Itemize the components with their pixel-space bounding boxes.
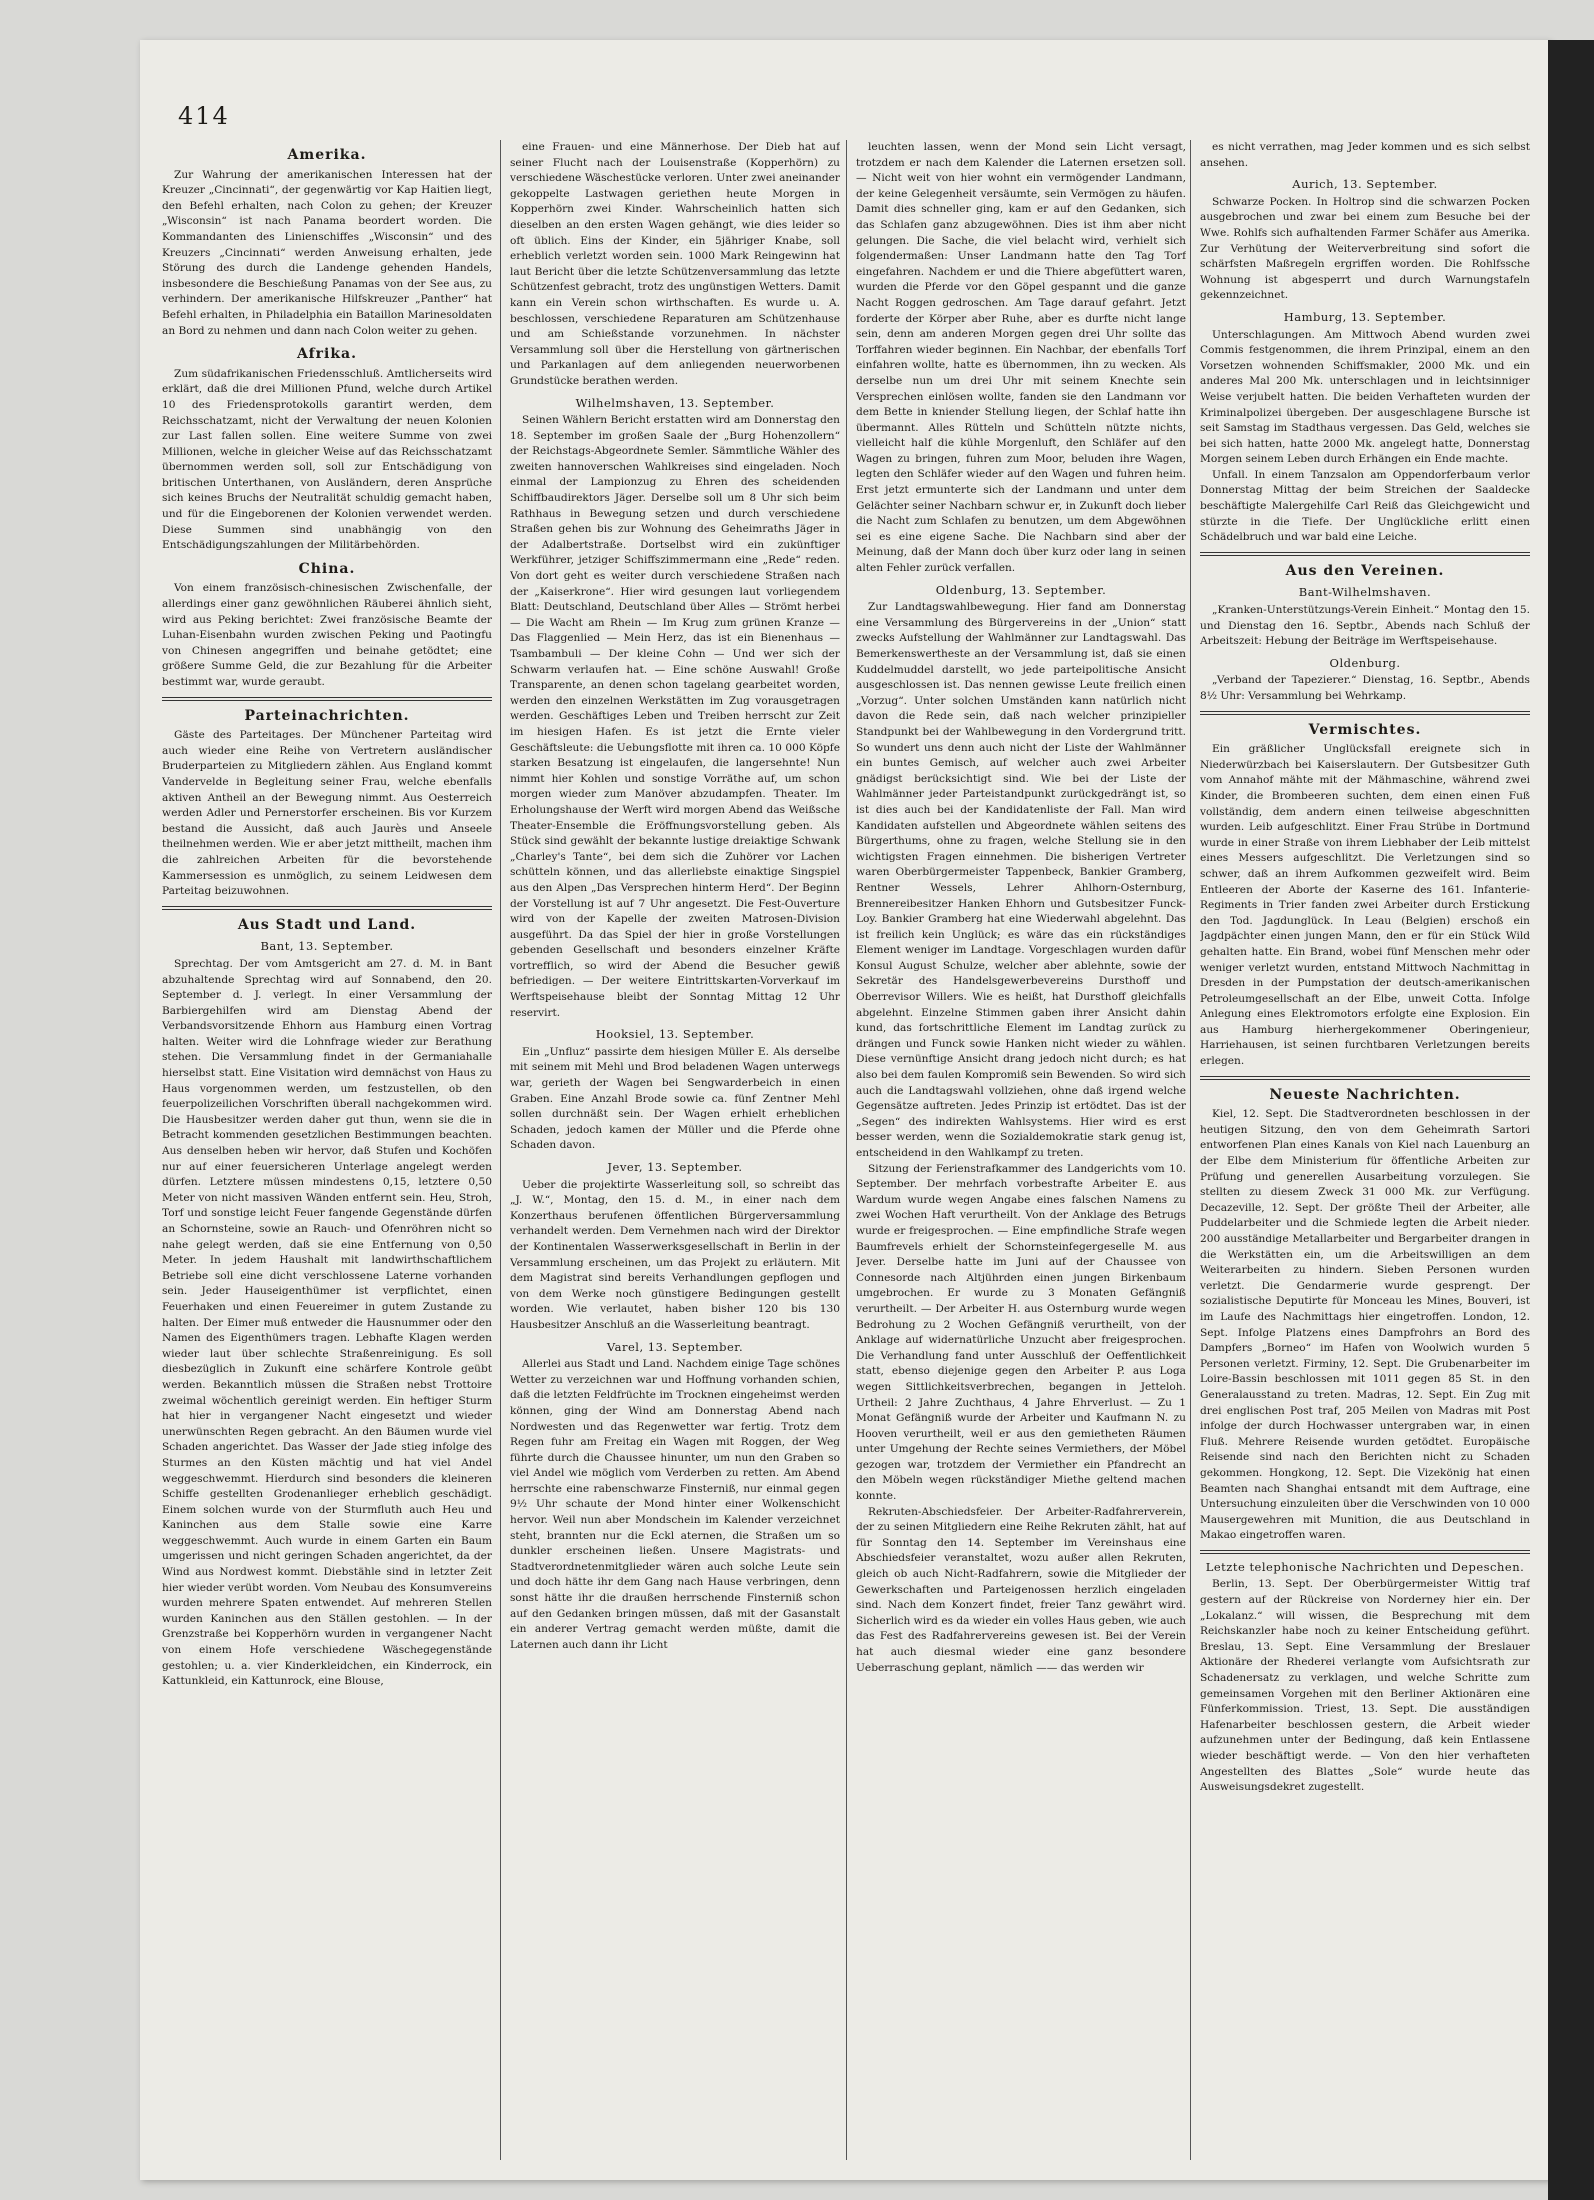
section-heading-stadt: Aus Stadt und Land.: [237, 916, 417, 933]
dateline: Jever, 13. September.: [607, 1160, 743, 1174]
dateline: Hooksiel, 13. September.: [595, 1027, 755, 1042]
article-text: eine Frauen- und eine Männerhose. Der Dieb hat auf seiner Flucht nach der Louisenstraße (Kopperhörn) zu verschiedene Wäschestücke verloren. Unter zwei aneinander gekoppelte Lastwagen geriethen heute Morgen in Kopperhörn zwei Kinder. Wahrscheinlich hatten sich dieselben an den ersten Wagen gehängt, wie dies leider so oft üblich. Eins der Kinder, ein 5jähriger Knabe, soll erheblich verletzt worden sein. 1000 Mark Reingewinn hat laut Bericht über die letzte Schützenversammlung das letzte Schützenfest gebracht, trotz des ungünstigen Wetters. Damit kann ein Verein schon wirthschaften. Es wurde u. A. beschlossen, verschiedene Reparaturen am Schützenhause und am Schießstande vorzunehmen. In nächster Versammlung soll über die Herstellung von gärtnerischen und Parkanlagen auf dem anliegenden neuerworbenen Grundstücke berathen werden.: [510, 141, 840, 387]
article-text: Sitzung der Ferienstrafkammer des Landgerichts vom 10. September. Der mehrfach vorbestrafte Arbeiter E. aus Wardum wurde wegen Angabe eines falschen Namens zu zwei Wochen Haft verurtheilt. Von der Anklage des Betrugs wurde er freigesprochen. — Eine empfindliche Strafe wegen Baumfrevels erhielt der Schornsteinfegergeselle M. aus Jever. Derselbe hatte im Juni auf der Chaussee von Connesorde nach Altjührden einen jungen Birkenbaum umgebrochen. Er wurde zu 3 Monaten Gefängniß verurtheilt. — Der Arbeiter H. aus Osternburg wurde wegen Bedrohung zu 2 Wochen Gefängniß verurtheilt, von der Anklage auf widernatürliche Unzucht aber freigesprochen. Die Verhandlung fand unter Ausschluß der Oeffentlichkeit statt, ebenso diejenige gegen den Arbeiter P. aus Loga wegen Sittlichkeitsverbrechen, begangen in Jetteloh. Urtheil: 2 Jahre Zuchthaus, 4 Jahre Ehrverlust. — Zu 1 Monat Gefängniß wurde der Arbeiter und Kaufmann N. zu Hooven verurtheilt, weil er aus den gemietheten Räumen unter Umgehung der Rechte seines Vermiethers, der Möbel gezogen war, trotzdem der Vermiether ein Pfandrecht an den Möbeln wegen rückständiger Miethe geltend machen konnte.: [856, 1162, 1186, 1503]
dateline: Oldenburg.: [1329, 655, 1401, 670]
section-heading-neueste: Neueste Nachrichten.: [1269, 1086, 1461, 1103]
dateline: Hamburg, 13. September.: [1283, 309, 1447, 324]
section-divider: [1200, 552, 1530, 556]
article-text: Unfall. In einem Tanzsalon am Oppendorferbaum verlor Donnerstag Mittag der beim Streichen der Saaldecke beschäftigte Malergehilfe Carl Reiß das Gleichgewicht und stürzte in die Tiefe. Der Unglückliche erlitt einen Schädelbruch und war bald eine Leiche.: [1200, 468, 1530, 544]
section-heading-vereine: Aus den Vereinen.: [1285, 562, 1445, 579]
article-text: Zur Wahrung der amerikanischen Interessen hat der Kreuzer „Cincinnati“, der gegenwärtig vor Kap Haitien liegt, den Befehl erhalten, nach Colon zu gehen; der Kreuzer „Wisconsin“ ist nach Panama beordert worden. Die Kommandanten des Linienschiffes „Wisconsin“ und des Kreuzers „Cincinnati“ werden Anweisung erhalten, jede Störung des durch die Landenge gehenden Handels, insbesondere die Beschießung Panamas von der See aus, zu verhindern. Der amerikanische Hilfskreuzer „Panther“ hat Befehl erhalten, in Philadelphia ein Bataillon Marinesoldaten an Bord zu nehmen und dann nach Colon weiter zu gehen.: [162, 168, 492, 337]
column-4: [1200, 140, 1530, 2160]
article-text: leuchten lassen, wenn der Mond sein Licht versagt, trotzdem er nach dem Kalender die Laternen ersetzen soll. — Nicht weit von hier wohnt ein vermögender Landmann, der keine Gelegenheit versäumte, sein Vermögen zu häufen. Damit dies schneller ging, kam er auf den Gedanken, sich das Schlafen ganz abzugewöhnen. Dies ist ihm aber nicht gelungen. Die Sache, die viel belacht wird, verhielt sich folgendermaßen: Unser Landmann hatte den Tag Torf eingefahren. Nachdem er und die Thiere abgefüttert waren, wurden die Pferde vor den Göpel gespannt und die ganze Nacht Roggen gedroschen. Am Tage darauf gefahrt. Jetzt forderte der Körper aber Ruhe, aber es durfte nicht lange sein, denn am anderen Morgen gegen drei Uhr sollte das Torffahren wieder beginnen. Ein Nachbar, der ebenfalls Torf einfahren wollte, hatte es übernommen, ihn zu wecken. Als derselbe nun um drei Uhr mit seinem Knechte sein Versprechen einlösen wollte, fanden sie den Landmann vor dem Bette in kniender Stellung liegen, der Schlaf hatte ihn übermannt. Alles Rütteln und Schütteln nützte nichts, vielleicht half die kühle Morgenluft, den Schläfer auf den Wagen zu bringen, fuhren zum Moor, beluden ihre Wagen, legten den Schläfer wieder auf den Wagen und fuhren heim. Erst jetzt ermunterte sich der Landmann und unter dem Gelächter seiner Nachbarn schwur er, in Zukunft doch lieber die Nacht zum Schlafen zu benutzen, um dem Abgewöhnen sei es eine eigene Sache. Die Nachbarn sind aber der Meinung, daß der Mann doch über kurz oder lang in seinen alten Fehler zurück verfallen.: [856, 141, 1186, 575]
column-rule: [846, 140, 847, 2160]
article-text: „Verband der Tapezierer.“ Dienstag, 16. Septbr., Abends 8½ Uhr: Versammlung bei Wehrkamp.: [1200, 674, 1530, 702]
article-text: Rekruten-Abschiedsfeier. Der Arbeiter-Radfahrerverein, der zu seinen Mitgliedern eine Reihe Rekruten zählt, hat auf für Sonntag den 14. September im Vereinshaus eine Abschiedsfeier veranstaltet, wozu außer allen Rekruten, gleich ob auch Nicht-Radfahrern, sowie die Mitglieder der Gewerkschaften und Parteigenossen herzlich eingeladen sind. Nach dem Konzert findet, freier Tanz gewährt wird. Sicherlich wird es da wieder ein volles Haus geben, wie auch das Fest des Radfahrervereins gewesen ist. Bei der Verein hat auch diesmal wieder eine ganz besondere Ueberraschung geplant, nämlich —— das werden wir: [856, 1505, 1186, 1674]
dateline: Bant-Wilhelmshaven.: [1298, 585, 1432, 600]
article-text: Allerlei aus Stadt und Land. Nachdem einige Tage schönes Wetter zu verzeichnen war und Hoffnung vorhanden schien, daß die letzten Feldfrüchte im Trocknen eingeheimst werden können, ging der Wind am Donnerstag Abend nach Nordwesten und das Regenwetter war fertig. Trotz dem Regen fuhr am Freitag ein Wagen mit Roggen, der Weg führte durch die Chaussee hinunter, um nun den Graben so viel Andel wie möglich vom Verderben zu retten. Am Abend herrschte eine rabenschwarze Finsterniß, nur einmal gegen 9½ Uhr schaute der Mond hinter einer Wolkenschicht hervor. Weil nun aber Mondschein im Kalender verzeichnet steht, brannten nur die Eckl aternen, die Straßen um so dunkler erscheinen ließen. Unsere Magistrats- und Stadtverordnetenmitglieder wären auch solche Leute sein und doch hätte ihr dem Gang nach Hause verbringen, denn sonst hätte ihr die draußen herrschende Finsterniß schon auf den Gedanken bringen müssen, daß mit der Gasanstalt ein anderer Vertrag gemacht werden müßte, damit die Laternen auch dann ihr Licht: [510, 1358, 840, 1651]
article-text: Von einem französisch-chinesischen Zwischenfalle, der allerdings einer ganz gewöhnlichen Räuberei ähnlich sieht, wird aus Peking berichtet: Zwei französische Beamte der Luhan-Eisenbahn wurden zwischen Peking und Paotingfu von Chinesen angegriffen und beinahe getödtet; eine größere Summe Geld, die zur Bezahlung für die Arbeiter bestimmt war, wurde geraubt.: [162, 582, 492, 688]
article-text: Zur Landtagswahlbewegung. Hier fand am Donnerstag eine Versammlung des Bürgervereins in der „Union“ statt zwecks Aufstellung der Wahlmänner zur Landtagswahl. Das Bemerkenswertheste an der Versammlung ist, daß sie einen Kuddelmuddel darstellt, wo jede parteipolitische Ansicht ausgeschlossen ist. Das nennen gewisse Leute freilich einen „Vorzug“. Unter solchen Umständen kann natürlich nicht davon die Rede sein, daß nach welcher prinzipieller Standpunkt bei der Wahlbewegung in den Vordergrund tritt. So wundert uns denn auch nicht der Liste der Wahlmänner ein buntes Gemisch, auf welcher auch zwei Arbeiter gnädigst berücksichtigt sind. Wie bei der Liste der Wahlmänner jeder Parteistandpunkt zurückgedrängt ist, so ist dies auch bei der Kandidatenliste der Fall. Man wird Kandidaten aufstellen und Abgeordnete wählen seitens des Bürgerthums, ohne zu fragen, welche Stellung sie in den wichtigsten Fragen einnehmen. Die bisherigen Vertreter waren Oberbürgermeister Tappenbeck, Bankier Gramberg, Rentner Wessels, Lehrer Ahlhorn-Osternburg, Brennereibesitzer Hanken Ehhorn und Gutsbesitzer Funck-Loy. Bankier Gramberg hat eine Wiederwahl abgelehnt. Das ist freilich kein Unglück; es wäre das ein rückständiges Element weniger im Landtage. Vorgeschlagen wurden dafür Konsul August Schulze, welcher aber ablehnte, sowie der Sekretär des Handelsgewerbevereins Dursthoff und Oberrevisor Willers. Wie es heißt, hat Dursthoff gleichfalls abgelehnt. Einzelne Stimmen gaben ihrer Ansicht dahin kund, das fortschrittliche Element im Landtag zurück zu drängen und Funck sowie Hanken nicht wieder zu wählen. Diese vernünftige Ansicht drang jedoch nicht durch; es hat also bei dem faulen Kompromiß sein Bewenden. So wird sich auch die Landtagswahl vollziehen, ohne daß irgend welche Gegensätze auftreten. Jedes Prinzip ist ertödtet. Das ist der „Segen“ des indirekten Wahlsystems. Hier wird es erst besser werden, wenn die Sozialdemokratie stark genug ist, entscheidend in den Wahlkampf zu treten.: [856, 601, 1186, 1159]
section-heading-vermischtes: Vermischtes.: [1308, 721, 1422, 738]
article-text: Ueber die projektirte Wasserleitung soll, so schreibt das „J. W.“, Montag, den 15. d. M., in einer nach dem Konzerthaus berufenen öffentlichen Bürgerversammlung verhandelt werden. Dem Vernehmen nach wird der Direktor der Kontinentalen Wasserwerksgesellschaft in Berlin in der Versammlung erscheinen, um das Projekt zu erläutern. Mit dem Magistrat sind bereits Verhandlungen gepflogen und von dem Werke noch günstigere Bedingungen gestellt worden. Wie verlautet, haben bisher 120 bis 130 Hausbesitzer Anschluß an die Wasserleitung beantragt.: [510, 1178, 840, 1331]
article-text: es nicht verrathen, mag Jeder kommen und es sich selbst ansehen.: [1200, 141, 1530, 169]
column-rule: [1190, 140, 1191, 2160]
section-divider: [162, 697, 492, 701]
article-text: Ein gräßlicher Unglücksfall ereignete sich in Niederwürzbach bei Kaiserslautern. Der Gutsbesitzer Guth vom Annahof mähte mit der Mähmaschine, während zwei Kinder, die Brombeeren suchten, dem einen einen Fuß vollständig, dem andern einen teilweise abgeschnitten wurden. Leib aufgeschlitzt. Einer Frau Strübe in Dortmund wurde in einer Straße von ihrem Liebhaber der Leib mittelst eines Messers aufgeschlitzt. Die Verletzungen sind so schwer, daß an ihrem Aufkommen gezweifelt wird. Beim Entleeren der Aborte der Kaserne des 161. Infanterie-Regiments in Trier fanden zwei Arbeiter durch Erstickung den Tod. Jagdunglück. In Leau (Belgien) erschoß ein Jagdpächter einen jungen Mann, den er für ein Stück Wild gehalten hatte. Ein Brand, wobei fünf Menschen mehr oder weniger verletzt wurden, entstand Mittwoch Nachmittag in Dresden in der Pumpstation der deutsch-amerikanischen Petroleumgesellschaft an der Elbe, unweit Cotta. Infolge Anlegung eines Elektromotors erfolgte eine Explosion. Ein aus Hamburg hierhergekommener Oberingenieur, Harriehausen, ist seinen furchtbaren Verletzungen bereits erlegen.: [1200, 743, 1530, 1068]
page-content: [140, 40, 1550, 2180]
column-1: [162, 140, 492, 2160]
binding-spine: [1548, 40, 1594, 2200]
section-divider: [1200, 711, 1530, 715]
section-heading-amerika: Amerika.: [287, 147, 367, 163]
dateline: Varel, 13. September.: [606, 1339, 744, 1354]
section-heading-afrika: Afrika.: [297, 346, 357, 363]
article-text: Berlin, 13. Sept. Der Oberbürgermeister Wittig traf gestern auf der Rückreise von Norderney hier ein. Der „Lokalanz.“ will wissen, die Besprechung mit dem Reichskanzler habe noch zu keiner Entscheidung geführt. Breslau, 13. Sept. Eine Versammlung der Breslauer Aktionäre der Rhederei verlangte vom Aufsichtsrath zur Schadenersatz zu verklagen, und welche Schritte zum gemeinsamen Vorgehen mit den Berliner Aktionären eine Fünferkommission. Triest, 13. Sept. Die ausständigen Hafenarbeiter beschlossen gestern, die Arbeit wieder aufzunehmen unter der Bedingung, daß kein Entlassene wieder beschäftigt werde. — Von den hier verhafteten Angestellten des Blattes „Sole“ wurde heute das Ausweisungsdekret zugestellt.: [1200, 1578, 1530, 1794]
page-number: 414: [178, 102, 230, 130]
article-text: Sprechtag. Der vom Amtsgericht am 27. d. M. in Bant abzuhaltende Sprechtag wird auf Sonnabend, den 20. September d. J. verlegt. In einer Versammlung der Barbiergehilfen wird am Dienstag Abend der Verbandsvorsitzende Ehhorn aus Hamburg einen Vortrag halten. Weiter wird die Lohnfrage wieder zur Berathung stehen. Die Versammlung findet in der Germaniahalle hierselbst statt. Eine Visitation wird demnächst von Haus zu Haus vorgenommen werden, um festzustellen, ob den feuerpolizeilichen Vorschriften überall nachgekommen wird. Die Hausbesitzer werden daher gut thun, wenn sie die in Betracht kommenden gesetzlichen Bestimmungen beachten. Aus denselben heben wir hervor, daß Stufen und Kochöfen nur auf einer feuersicheren Unterlage angelegt werden dürfen. Letztere müssen mindestens 0,15, letztere 0,50 Meter von nicht massiven Wänden entfernt sein. Heu, Stroh, Torf und sonstige leicht Feuer fangende Gegenstände dürfen an Schornsteine, sowie an Rauch- und Ofenröhren nicht so nahe gelegt werden, daß sie eine Entfernung von 0,50 Meter. In jedem Haushalt mit landwirthschaftlichem Betriebe soll eine dicht verschlossene Laterne vorhanden sein. Jeder Hauseigenthümer ist verpflichtet, einen Feuerhaken und einen Feuereimer in gutem Zustande zu halten. Der Eimer muß entweder die Hausnummer oder den Namen des Eigenthümers tragen. Lebhafte Klagen werden wieder laut über schlechte Straßenreinigung. Es soll diesbezüglich in Zukunft eine schärfere Kontrole geübt werden. Bekanntlich müssen die Straßen nebst Trottoire zweimal wöchentlich gereinigt werden. Ein heftiger Sturm hat hier in vergangener Nacht eingesetzt und wieder unerwünschten Regen gebracht. An den Bäumen wurde viel Schaden angerichtet. Das Wasser der Jade stieg infolge des Sturmes an den Küsten mächtig und hat viel Andel weggeschwemmt. Hierdurch sind besonders die kleineren Schiffe gestellten Grodenanlieger erheblich geschädigt. Einem solchen wurde von der Sturmfluth auch Heu und Kaninchen aus dem Stalle sowie eine Karre weggeschwemmt. Auch wurde in einem Garten ein Baum umgerissen und nicht geringen Schaden angerichtet, da der Wind aus Nordwest kommt. Diebstähle sind in letzter Zeit hier wieder verübt worden. Vom Neubau des Konsumvereins wurden mehrere Spaten entwendet. Auf mehreren Stellen wurden Kaninchen aus den Ställen gestohlen. — In der Grenzstraße bei Kopperhörn wurden in vergangener Nacht von einem Hofe verschiedene Wäschegegenstände gestohlen; u. a. vier Kinderkleidchen, ein Kinderrock, ein Kattunkleid, ein Kattunrock, eine Blouse,: [162, 957, 492, 1688]
column-2: [510, 140, 840, 2160]
section-heading-china: China.: [298, 560, 356, 577]
dateline: Bant, 13. September.: [260, 939, 394, 954]
section-divider: [162, 906, 492, 910]
dateline: Wilhelmshaven, 13. September.: [575, 395, 775, 410]
section-divider: [1200, 1550, 1530, 1554]
column-rule: [500, 140, 501, 2160]
article-text: Seinen Wählern Bericht erstatten wird am Donnerstag den 18. September im großen Saale der „Burg Hohenzollern“ der Reichstags-Abgeordnete Semler. Sämmtliche Wähler des zweiten hannoverschen Wahlkreises sind eingeladen. Noch einmal der Lampionzug zu Ehren des scheidenden Schiffbaudirektors Jäger. Derselbe soll um 8 Uhr sich beim Rathhaus in Bewegung setzen und durch verschiedene Straßen gehen bis zur Wohnung des Geheimraths Jäger in der Adalbertstraße. Dortselbst wird ein zukünftiger Werkführer, jetziger Schiffszimmermann eine „Rede“ reden. Von dort geht es weiter durch verschiedene Straßen nach der „Kaiserkrone“. Hier wird gesungen laut vorliegendem Blatt: Deutschland, Deutschland über Alles — Strömt herbei — Die Wacht am Rhein — Im Krug zum grünen Kranze — Das Flaggenlied — Mein Herz, das ist ein Bienenhaus — Tsambambuli — Der kleine Cohn — Und wer sich der Schwarm verlaufen hat. — Eine schöne Auswahl! Große Transparente, an denen schon tagelang gearbeitet worden, werden den einzelnen Werkstätten im Zug vorausgetragen werden. Geschäftiges Leben und Treiben herrscht zur Zeit im hiesigen Hafen. Es ist jetzt die Ernte vieler Geschäftsleute: die Uebungsflotte mit ihren ca. 10 000 Köpfe starken Besatzung ist eingelaufen, die langersehnte! Nun nimmt hier Kohlen und sonstige Vorräthe auf, um schon morgen wieder zum Manöver abzudampfen. Theater. Im Erholungshause der Werft wird morgen Abend das Weißsche Theater-Ensemble die Eröffnungsvorstellung geben. Als Stück sind gewählt der bekannte lustige dreiaktige Schwank „Charley's Tante“, bei dem sich die Zuhörer vor Lachen schütteln können, und das allerliebste einaktige Singspiel aus den Alpen „Das Versprechen hinterm Herd“. Der Beginn der Vorstellung ist auf 7 Uhr angesetzt. Die Fest-Ouverture wird von der Kapelle der zweiten Matrosen-Division ausgeführt. Da das Spiel der hier in große Vorstellungen gebenden Gesellschaft und besonders einzelner Kräfte vortrefflich, so wird der Abend die Besucher gewiß befriedigen. — Der weitere Eintrittskarten-Vorverkauf im Werftspeisehause bleibt der Sonntag Mittag 12 Uhr reservirt.: [510, 414, 840, 1019]
section-heading-telephon: Letzte telephonische Nachrichten und Depeschen.: [1205, 1559, 1525, 1574]
section-heading-partei: Parteinachrichten.: [244, 707, 410, 724]
dateline: Oldenburg, 13. September.: [935, 582, 1107, 597]
column-3: [856, 140, 1186, 2160]
article-text: Schwarze Pocken. In Holtrop sind die schwarzen Pocken ausgebrochen und zwar bei einem zum Besuche bei der Wwe. Rohlfs sich aufhaltenden Farmer Schäfer aus Amerika. Zur Verhütung der Weiterverbreitung sind sofort die schärfsten Maßregeln ergriffen worden. Die Rohlfssche Wohnung ist abgesperrt und durch Warnungstafeln gekennzeichnet.: [1200, 195, 1530, 302]
article-text: „Kranken-Unterstützungs-Verein Einheit.“ Montag den 15. und Dienstag den 16. Septbr., Abends nach Schluß der Arbeitszeit: Hebung der Beiträge im Werftspeisehause.: [1200, 604, 1530, 648]
article-text: Zum südafrikanischen Friedensschluß. Amtlicherseits wird erklärt, daß die drei Millionen Pfund, welche durch Artikel 10 des Friedensprotokolls garantirt werden, dem Reichsschatzamt, nicht der Verwaltung der neuen Kolonien zur Last fallen sollen. Eine weitere Summe von zwei Millionen, welche in gleicher Weise auf das Reichsschatzamt übernommen werden soll, soll zur Entschädigung von britischen Unterthanen, von Ausländern, deren Ansprüche sich keines Bruchs der Neutralität schuldig gemacht haben, und für die Eingeborenen der Kolonien verwendet werden. Diese Summen sind unabhängig von den Entschädigungszahlungen der Militärbehörden.: [162, 367, 492, 552]
article-text: Gäste des Parteitages. Der Münchener Parteitag wird auch wieder eine Reihe von Vertretern ausländischer Bruderparteien zu Mitgliedern zählen. Aus England kommt Vandervelde in Begleitung seiner Frau, welche ebenfalls aktiven Antheil an der Bewegung nimmt. Aus Oesterreich werden Adler und Pernerstorfer erscheinen. Bis vor Kurzem bestand die Aussicht, daß auch Jaurès und Anseele theilnehmen werden. Wie er aber jetzt mittheilt, machen ihm die zahlreichen Arbeiten für die bevorstehende Kammersession es unmöglich, zu seinem Leidwesen dem Parteitag beizuwohnen.: [162, 729, 492, 898]
dateline: Aurich, 13. September.: [1292, 177, 1438, 192]
article-text: Ein „Unfluz“ passirte dem hiesigen Müller E. Als derselbe mit seinem mit Mehl und Brod beladenen Wagen unterwegs war, gerieth der Wagen bei Sengwarderbeich in einen Graben. Eine Anzahl Brode sowie ca. fünf Zentner Mehl sollen durchnäßt sein. Der Wagen erhielt erheblichen Schaden, jedoch kamen der Müller und die Pferde ohne Schaden davon.: [510, 1045, 840, 1152]
section-divider: [1200, 1076, 1530, 1080]
article-text: Kiel, 12. Sept. Die Stadtverordneten beschlossen in der heutigen Sitzung, den von dem Geheimrath Sartori entworfenen Plan eines Kanals von Kiel nach Lauenburg an der Elbe dem Ministerium für öffentliche Arbeiten zur Prüfung und generellen Ausarbeitung vorzulegen. Sie stellten zu diesem Zweck 31 000 Mk. zur Verfügung. Decazeville, 12. Sept. Der größte Theil der Arbeiter, alle Puddelarbeiter und die Schmiede legten die Arbeit nieder. 200 ausständige Metallarbeiter und Bergarbeiter drangen in die Werkstätten ein, um die Arbeitswilligen an dem Weiterarbeiten zu hindern. Sieben Personen wurden verletzt. Die Gendarmerie wurde gesprengt. Der sozialistische Deputirte für Monceau les Mines, Bouveri, ist im Laufe des Nachmittags hier eingetroffen. London, 12. Sept. Infolge Platzens eines Dampfrohrs an Bord des Dampfers „Borneo“ im Hafen von Woolwich wurden 5 Personen verletzt. Firminy, 12. Sept. Die Grubenarbeiter im Loire-Bassin beschlossen mit 1011 gegen 85 St. in den Generalausstand zu treten. Madras, 12. Sept. Ein Zug mit drei englischen Post traf, 205 Meilen von Madras mit Post infolge der durch Hochwasser untergraben war, in einen Fluß. Mehrere Reisende wurden getödtet. Europäische Reisende sind nach den Berichten nicht zu Schaden gekommen. Hongkong, 12. Sept. Die Vizekönig hat einen Beamten nach Shanghai entsandt mit dem Auftrage, eine Untersuchung einzuleiten über die Verschwinden von 10 000 Mausergewehren mit Munition, die aus Deutschland in Makao eingetroffen waren.: [1200, 1108, 1530, 1542]
article-text: Unterschlagungen. Am Mittwoch Abend wurden zwei Commis festgenommen, die ihrem Prinzipal, einem an den Vorsetzen wohnenden Schiffsmakler, 2000 Mk. und ein anderes Mal 200 Mk. unterschlagen und in leichtsinniger Weise verjubelt hatten. Die beiden Verhafteten wurden der Kriminalpolizei übergeben. Der ausgeschlagene Bursche ist seit Samstag im Stadthaus vergessen. Das Geld, welches sie bei sich hatten, hatte 2000 Mk. angelegt hatte, Donnerstag Morgen seinem Leben durch Erhängen ein Ende machte.: [1200, 328, 1530, 466]
